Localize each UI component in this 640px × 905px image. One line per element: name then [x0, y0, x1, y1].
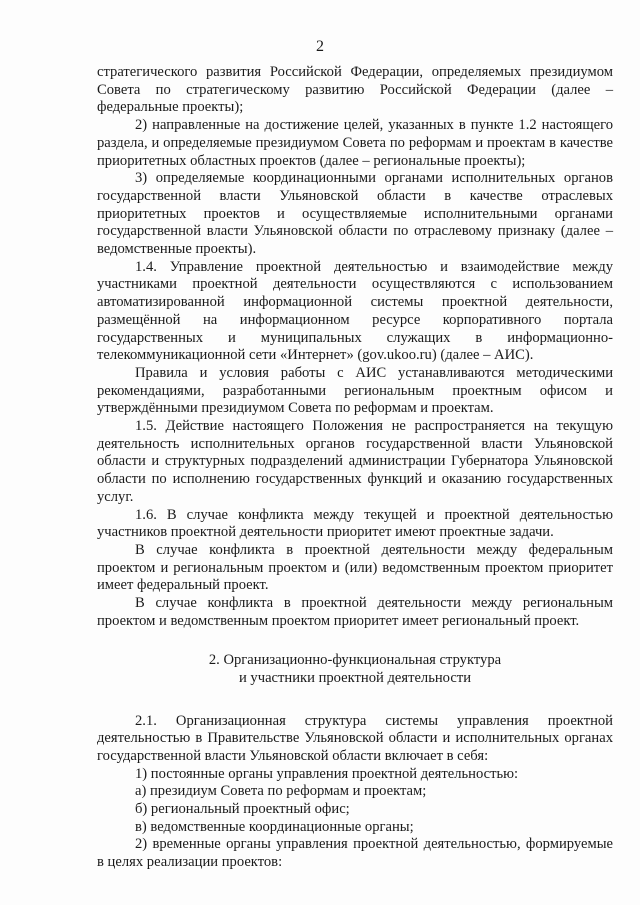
paragraph-conflict-regional: В случае конфликта в проектной деятельности между региональным проектом и ведомственным проектом приоритет имеет региональный проект. — [97, 595, 613, 629]
list-item-presidium: а) президиум Совета по реформам и проектам; — [135, 783, 427, 800]
list-item-coordination-bodies: в) ведомственные координационные органы; — [135, 818, 414, 835]
section-heading — [97, 651, 613, 687]
list-item-temporary-bodies: 2) временные органы управления проектной деятельностью, формируемые в целях реализации проектов: — [97, 836, 613, 871]
paragraph-ais-rules: Правила и условия работы с АИС устанавливаются методическими рекомендациями, разработанными региональным проектным офисом и утверждёнными президиумом Совета по реформам и проектам. — [97, 364, 613, 417]
list-item-project-office: б) региональный проектный офис; — [135, 801, 350, 818]
section-heading-line1: 2. Организационно-функциональная структура — [208, 651, 502, 668]
paragraph-conflict-federal: В случае конфликта в проектной деятельности между федеральным проектом и региональным проектом и (или) ведомственным проектом приоритет имеет федеральный проект. — [97, 541, 613, 594]
section-heading-line2: и участники проектной деятельности — [238, 669, 472, 686]
paragraph-1-4: 1.4. Управление проектной деятельностью и взаимодействие между участниками проектной деятельности осуществляются с использованием автоматизированной информационной системы проектной деятельности, размещённой на информационном ресурсе корпоративного портала государственных и муниципальных служащих в информационно-телекоммуникационной сети «Интернет» (gov.ukoo.ru) (далее – АИС). — [97, 258, 613, 364]
paragraph-item-3: 3) определяемые координационными органами исполнительных органов государственной власти Ульяновской области в качестве отраслевых приоритетных проектов и осуществляемые исполнительными органами государственной власти Ульяновской области по отраслевому признаку (далее – ведомственные проекты). — [97, 170, 613, 258]
list-item-permanent-bodies: 1) постоянные органы управления проектной деятельностью: — [135, 765, 519, 782]
page-number: 2 — [316, 38, 324, 55]
paragraph-2-1: 2.1. Организационная структура системы управления проектной деятельностью в Правительстве Ульяновской области и исполнительных органах государственной власти Ульяновской области включает в себя: — [97, 712, 613, 764]
paragraph-1-5: 1.5. Действие настоящего Положения не распространяется на текущую деятельность исполнительных органов государственной власти Ульяновской области и структурных подразделений администрации Губернатора Ульяновской области по исполнению государственных функций и оказанию государственных услуг. — [97, 418, 613, 505]
paragraph-1-6: 1.6. В случае конфликта между текущей и проектной деятельностью участников проектной деятельности приоритет имеют проектные задачи. — [97, 506, 613, 541]
paragraph-continuation: стратегического развития Российской Федерации, определяемых президиумом Совета по стратегическому развитию Российской Федерации (далее – федеральные проекты); — [97, 64, 613, 116]
paragraph-item-2: 2) направленные на достижение целей, указанных в пункте 1.2 настоящего раздела, и определяемые президиумом Совета по реформам и проектам в качестве приоритетных областных проектов (далее – региональные проекты); — [97, 117, 613, 169]
document-body — [97, 64, 613, 872]
